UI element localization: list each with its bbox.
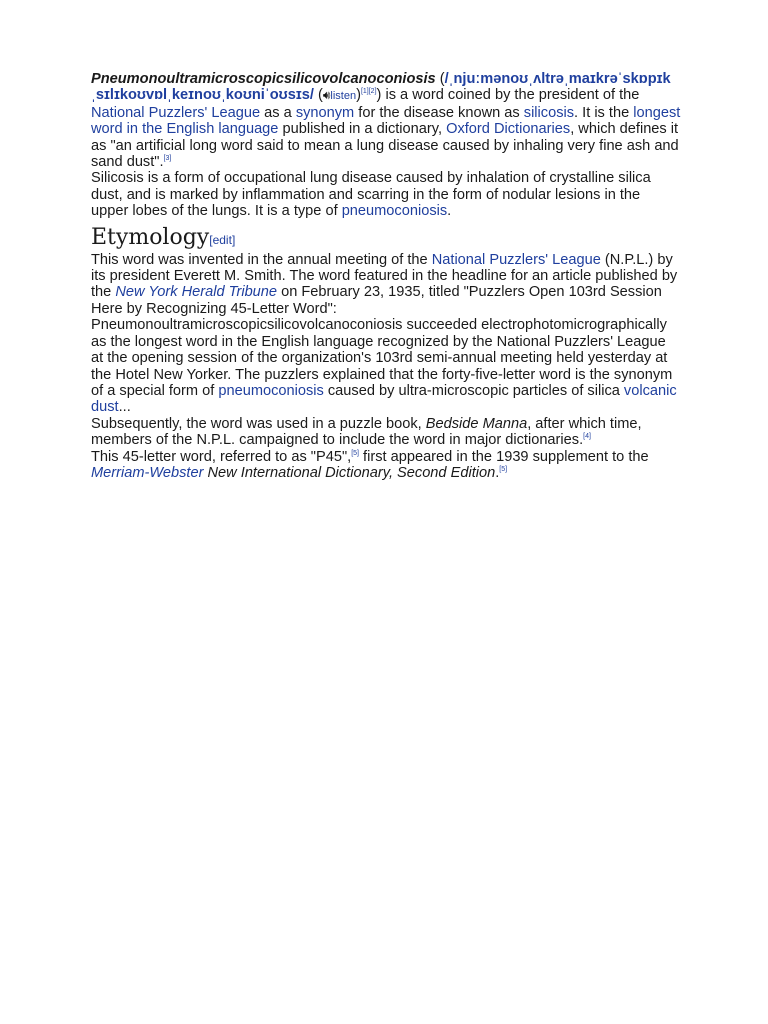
edit-section-link[interactable]: edit: [212, 232, 232, 247]
citation-ref[interactable]: [5]: [499, 466, 508, 474]
link-synonym[interactable]: synonym: [295, 104, 355, 121]
etymology-paragraph-4: This 45-letter word, referred to as "P45",[5] first appeared in the 1939 supplement to the Merriam-Webster New International Dictionary, Second Edition.[5]: [91, 448, 649, 481]
dictionary-title: New International Dictionary, Second Edition: [207, 464, 496, 481]
etymology-quote: Pneumonoultramicroscopicsilicovolcanoconiosis succeeded electrophotomicrographically as the longest word in the English language recognized by the National Puzzlers' League at the opening session of the organization's 103rd semi-annual meeting held yesterday at the Hotel New Yorker. The puzzlers explained that the forty-five-letter word is the synonym of a special form of pneumoconiosis caused by ultra-microscopic particles of silica volcanic dust...: [91, 317, 677, 416]
link-merriam-webster[interactable]: Merriam-Webster: [91, 464, 204, 481]
link-national-puzzlers-league[interactable]: National Puzzlers' League: [431, 251, 601, 268]
citation-ref[interactable]: [1][2]: [360, 88, 377, 96]
listen-link[interactable]: listen: [330, 90, 357, 103]
link-pneumoconiosis[interactable]: pneumoconiosis: [341, 203, 448, 220]
article-body: [91, 71, 681, 481]
ipa-pronunciation-link[interactable]: /ˌnjuːmənoʊˌʌltrəˌmaɪkrəˈskɒpɪkˌsɪlɪkoʊvɒlˌkeɪnoʊˌkoʊniˈoʊsɪs/: [91, 71, 671, 104]
silicosis-paragraph: Silicosis is a form of occupational lung disease caused by inhalation of crystalline silica dust, and is marked by inflammation and scarring in the form of nodular lesions in the upper lobes of the lungs. It is a type of pneumoconiosis.: [91, 170, 651, 220]
link-national-puzzlers-league[interactable]: National Puzzlers' League: [91, 104, 261, 121]
etymology-paragraph-3: Subsequently, the word was used in a puzzle book, Bedside Manna, after which time, members of the N.P.L. campaigned to include the word in major dictionaries.[4]: [91, 415, 642, 449]
citation-ref[interactable]: [5]: [351, 449, 359, 457]
section-heading-etymology: Etymology[edit]: [91, 224, 236, 250]
citation-ref[interactable]: [4]: [583, 433, 591, 441]
link-pneumoconiosis[interactable]: pneumoconiosis: [218, 382, 324, 399]
link-new-york-herald-tribune[interactable]: New York Herald Tribune: [115, 284, 278, 301]
etymology-paragraph-1: This word was invented in the annual meeting of the National Puzzlers' League (N.P.L.) by its president Everett M. Smith. The word featured in the headline for an article published by the New York Herald Tribune on February 23, 1935, titled "Puzzlers Open 103rd Session Here by Recognizing 45-Letter Word":: [91, 251, 678, 317]
link-oxford-dictionaries[interactable]: Oxford Dictionaries: [446, 121, 571, 138]
link-longest-word[interactable]: longest word in the English language: [91, 104, 681, 138]
book-title: Bedside Manna: [425, 415, 528, 432]
citation-ref[interactable]: [3]: [163, 155, 172, 163]
speaker-icon[interactable]: 🔊︎: [322, 88, 331, 103]
link-silicosis[interactable]: silicosis: [523, 104, 575, 121]
lead-paragraph: Pneumonoultramicroscopicsilicovolcanoconiosis (/ˌnjuːmənoʊˌʌltrəˌmaɪkrəˈskɒpɪkˌsɪlɪkoʊvɒlˌkeɪnoʊˌkoʊniˈoʊsɪs/ (🔊︎listen)[1][2]) is a word coined by the president of the National Puzzlers' League as a synonym for the disease known as silicosis. It is the longest word in the English language published in a dictionary, Oxford Dictionaries, which defines it as "an artificial long word said to mean a lung disease caused by inhaling very fine ash and sand dust".[3]: [91, 71, 681, 171]
headword: Pneumonoultramicroscopicsilicovolcanoconiosis: [91, 71, 436, 87]
link-volcanic-dust[interactable]: volcanic dust: [91, 382, 677, 416]
